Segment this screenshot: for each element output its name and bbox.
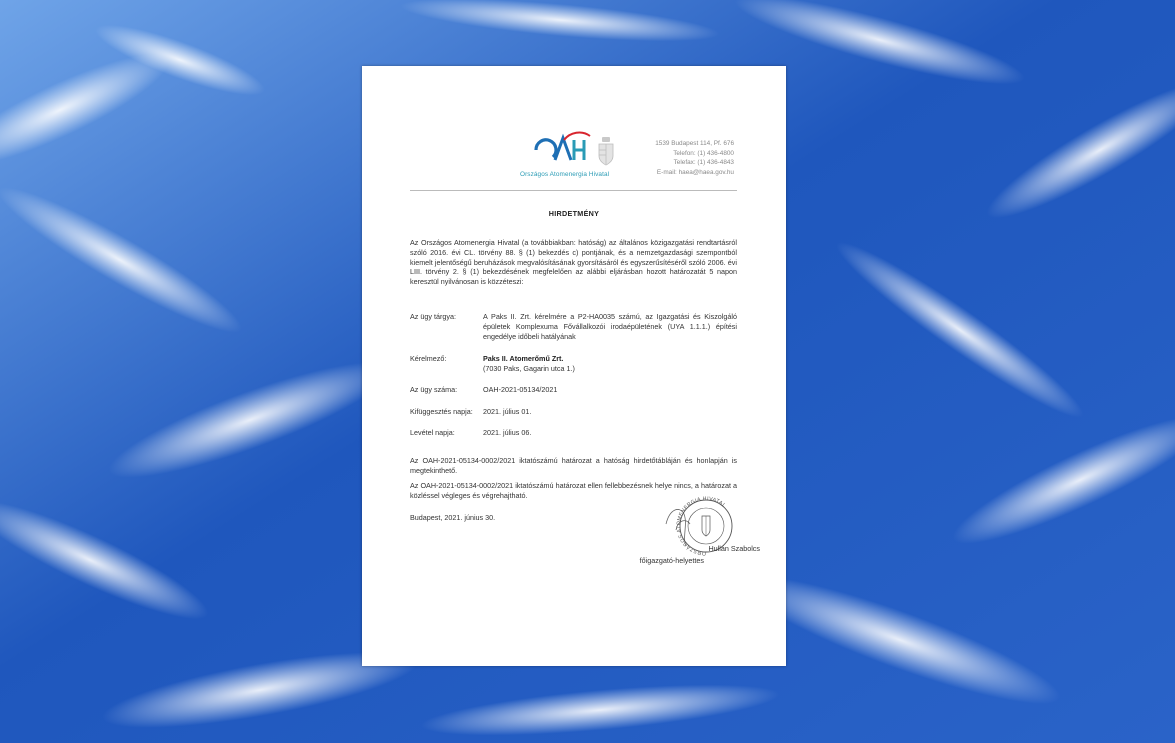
availability-paragraph: Az OAH-2021-05134-0002/2021 iktatószámú határozat a hatóság hirdetőtábláján és honlapján is megtekinthető.: [410, 456, 737, 475]
contact-email: E-mail: haea@haea.gov.hu: [656, 168, 734, 176]
appeal-paragraph: Az OAH-2021-05134-0002/2021 iktatószámú határozat ellen fellebbezésnek helye nincs, a határozat a közléssel végleges és végrehajtható.: [410, 481, 737, 500]
posted-date-value: 2021. július 01.: [483, 407, 532, 416]
posted-date-label: Kifüggesztés napja:: [410, 407, 473, 416]
signer-title: főigazgató-helyettes: [639, 556, 704, 565]
case-number-label: Az ügy száma:: [410, 385, 458, 394]
agency-name: Országos Atomenergia Hivatal: [520, 171, 610, 178]
applicant-address: (7030 Paks, Gagarin utca 1.): [483, 363, 575, 373]
subject-value: A Paks II. Zrt. kérelmére a P2-HA0035 számú, az Igazgatási és Kiszolgáló épületek Komplexuma Fővállalkozói irodaépületének (UYA 1.1.1.) építési engedélye időbeli hatályának: [483, 312, 737, 341]
contact-info: [630, 139, 734, 177]
contact-address: 1539 Budapest 114, Pf. 676: [655, 140, 734, 147]
oah-logo: [530, 130, 594, 166]
applicant-name: Paks II. Atomerőmű Zrt.: [483, 354, 564, 363]
applicant-label: Kérelmező:: [410, 354, 447, 363]
case-number-value: OAH-2021-05134/2021: [483, 385, 558, 394]
intro-paragraph: Az Országos Atomenergia Hivatal (a továbbiakban: hatóság) az általános közigazgatási rendtartásról szóló 2016. évi CL. törvény 88. § (1) bekezdés c) pontjának, és a nemzetgazdasági szempontból kiemelt jelentőségű beruházások megvalósításának gyorsításáról és egyszerűsítéséről szóló 2006. évi LIII. törvény 2. § (1) bekezdésének megfelelően az alábbi eljárásban hozott határozatát 5 napon keresztül nyilvánosan is közzéteszi:: [410, 238, 737, 287]
applicant-value: [483, 354, 737, 374]
contact-phone: Telefon: (1) 436-4800: [673, 149, 734, 157]
header-divider: [410, 190, 737, 191]
announcement-document: [362, 66, 786, 666]
place-and-date: Budapest, 2021. június 30.: [410, 513, 496, 522]
document-title: HIRDETMÉNY: [548, 209, 600, 218]
contact-fax: Telefax: (1) 436-4843: [673, 159, 734, 167]
signer-name: Hullán Szabolcs: [708, 544, 760, 553]
removal-date-value: 2021. július 06.: [483, 428, 532, 437]
removal-date-label: Levétel napja:: [410, 428, 455, 437]
subject-label: Az ügy tárgya:: [410, 312, 456, 321]
stamp-text: ORSZÁGOS ATOMENERGIA HIVATAL: [675, 495, 727, 557]
hungarian-coat-of-arms-icon: [597, 136, 615, 166]
